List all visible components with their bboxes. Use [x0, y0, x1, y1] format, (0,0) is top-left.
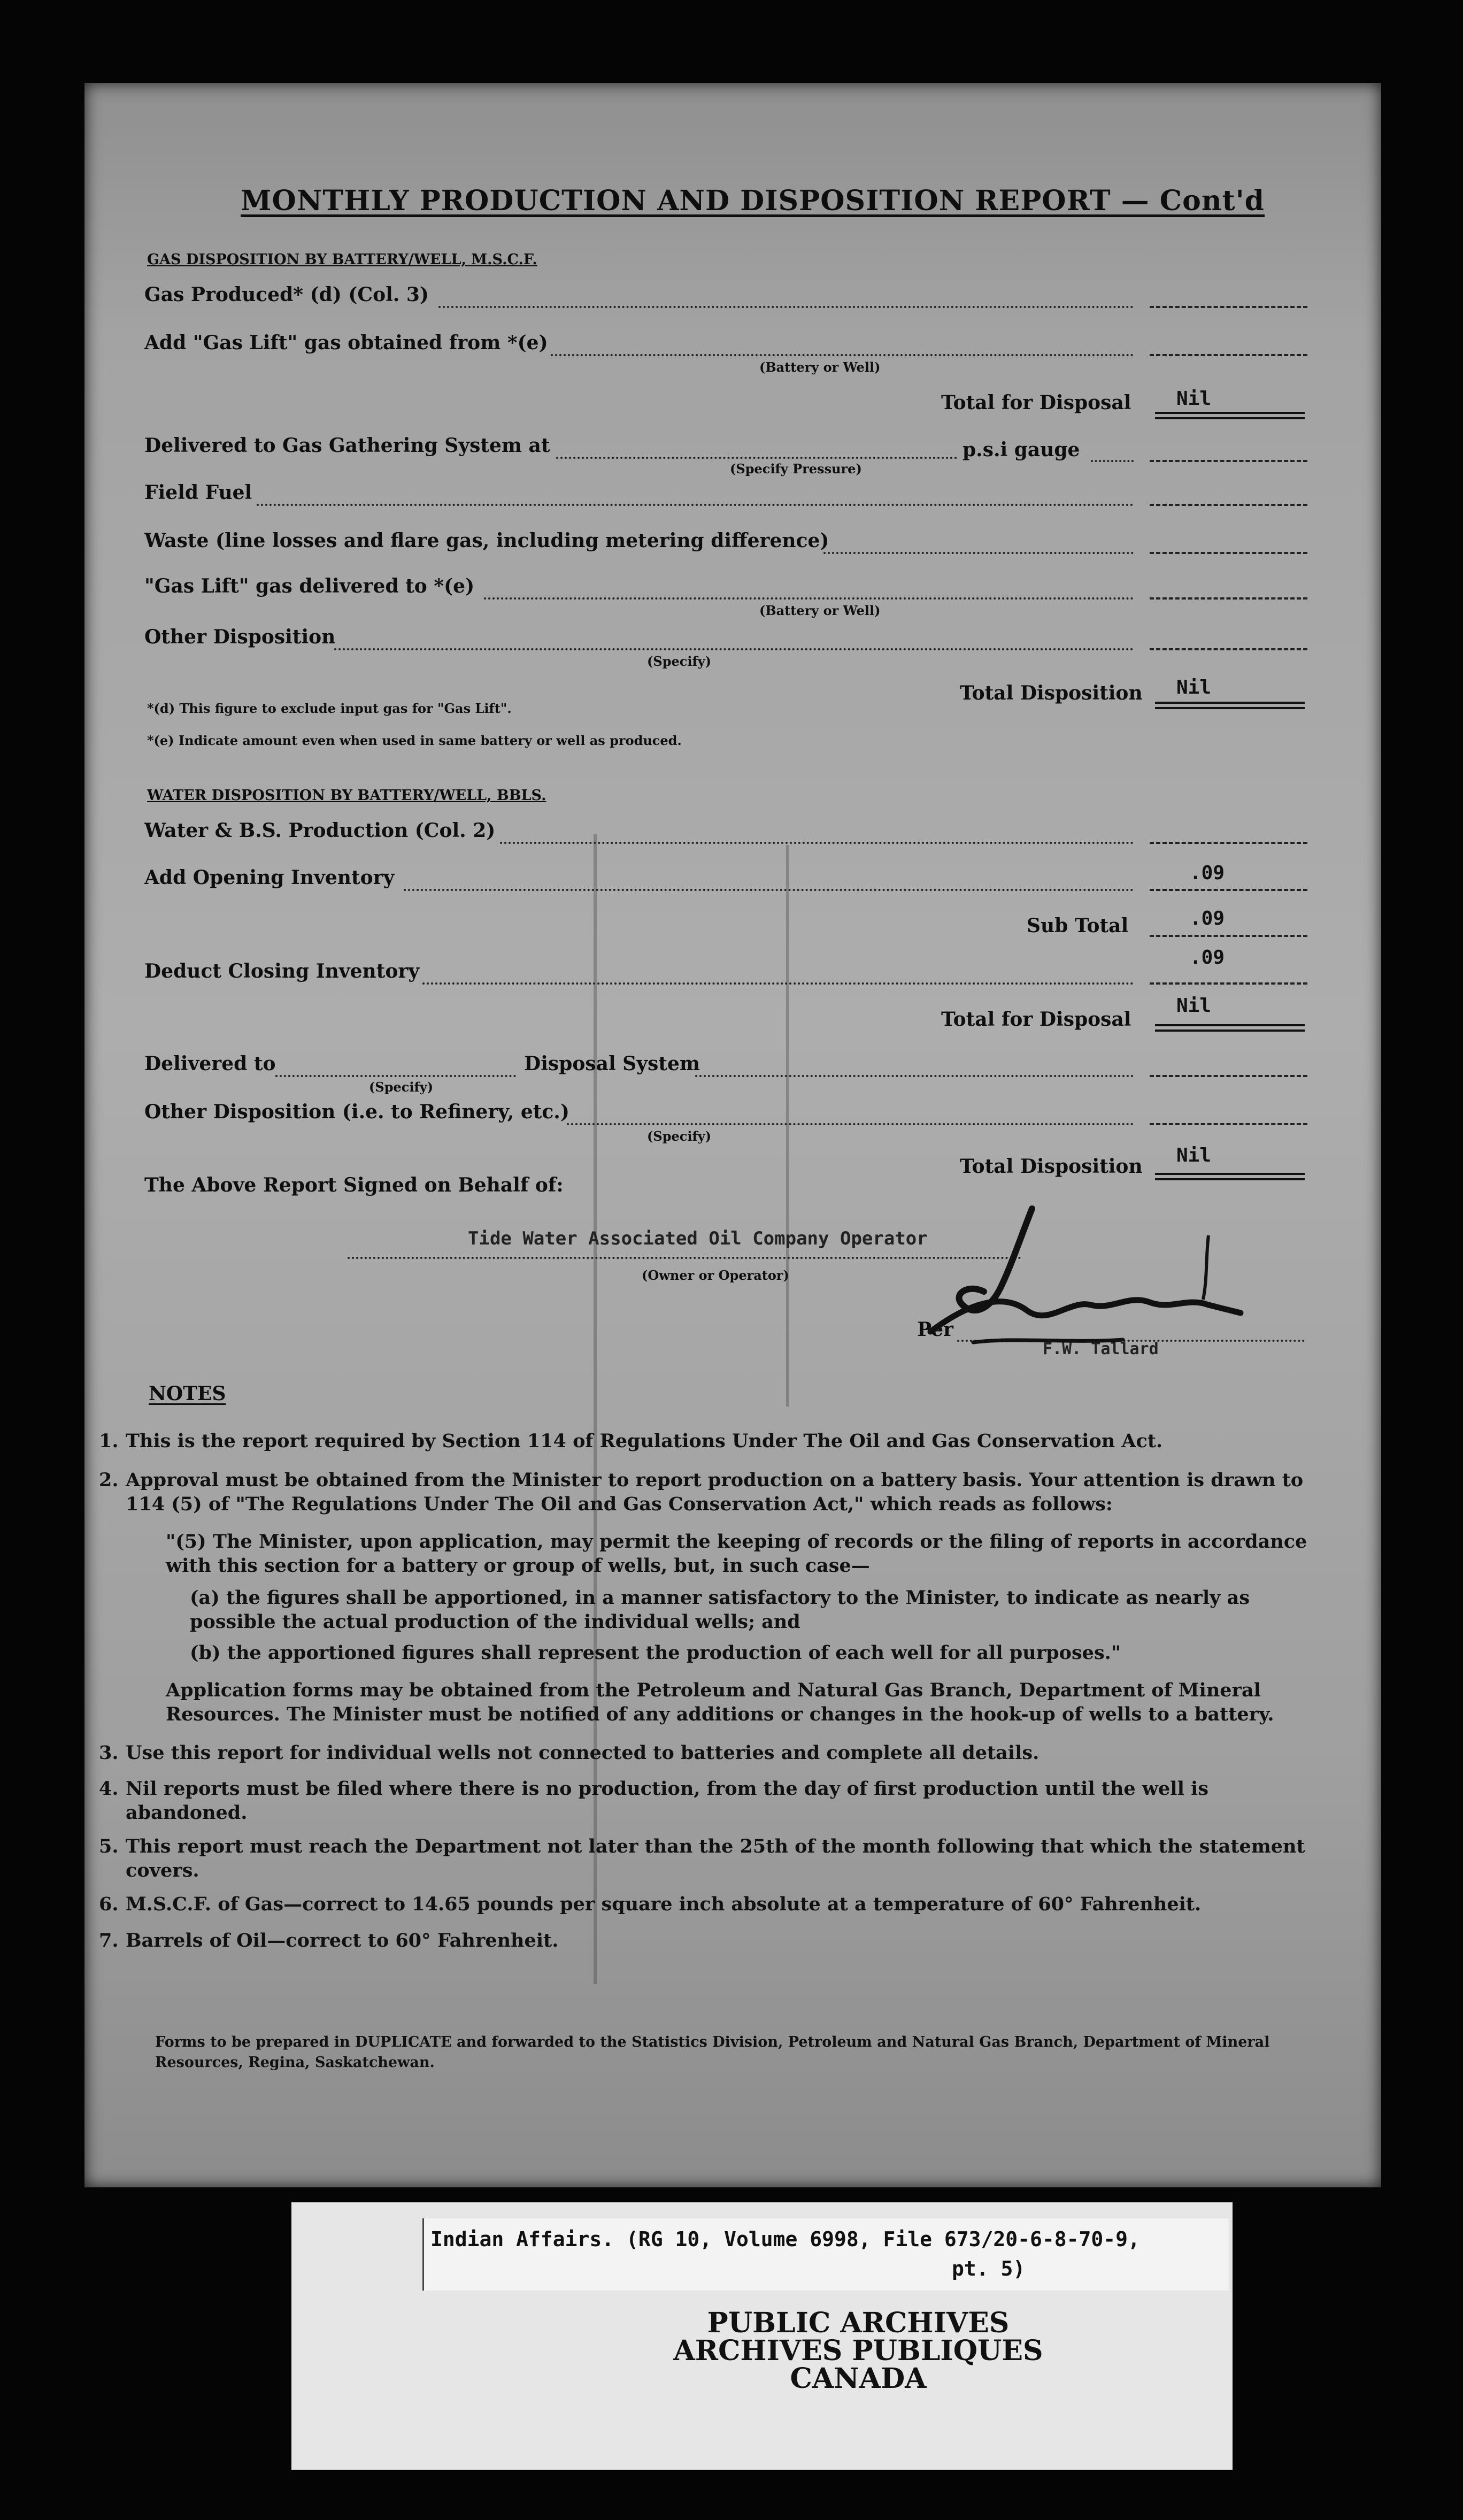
- water-total-disposition-value: Nil: [1176, 1144, 1212, 1166]
- water-other-line: [567, 1123, 1134, 1125]
- gas-other-label: Other Disposition: [144, 626, 336, 648]
- note-2-application: Application forms may be obtained from the Petroleum and Natural Gas Branch, Department of Mineral Resources. The Minister must be notified of any additions or changes in the hook-up of wells to a battery.: [166, 1679, 1274, 1725]
- gas-total-disposition-label: Total Disposition: [960, 682, 1143, 704]
- footnote-d: *(d) This figure to exclude input gas for "Gas Lift".: [147, 701, 512, 716]
- archive-line-1: PUBLIC ARCHIVES: [707, 2307, 1010, 2339]
- handwritten-signature: [909, 1203, 1257, 1374]
- opening-inventory-value: .09: [1190, 862, 1225, 884]
- disposal-system-label: Disposal System: [524, 1052, 700, 1075]
- gas-produced-label: Gas Produced* (d) (Col. 3): [144, 283, 429, 306]
- gas-produced-line: [438, 306, 1134, 308]
- specify-caption: (Specify): [647, 654, 712, 669]
- footnote-e: *(e) Indicate amount even when used in same battery or well as produced.: [147, 733, 682, 748]
- water-other-entry: [1150, 1123, 1307, 1125]
- note-2-b: (b) the apportioned figures shall represent the production of each well for all purposes.": [190, 1642, 1121, 1664]
- specify-pressure-caption: (Specify Pressure): [730, 461, 862, 477]
- bleed-through-line: [786, 845, 789, 1407]
- note-2: 2. Approval must be obtained from the Minister to report production on a battery basis. Your attention is drawn to 114 (5) of "The Regulations Under The Oil and Gas Conservation Act," which reads as follows:: [99, 1469, 1304, 1515]
- gas-lift-delivered-entry: [1150, 597, 1307, 600]
- opening-inventory-label: Add Opening Inventory: [144, 866, 395, 889]
- opening-inventory-line: [404, 889, 1134, 891]
- archive-reference-line-2: pt. 5): [952, 2257, 1026, 2280]
- note-5: 5. This report must reach the Department not later than the 25th of the month following that which the statement covers.: [99, 1835, 1305, 1881]
- opening-inventory-entry: [1150, 889, 1307, 891]
- water-total-disposal-value: Nil: [1176, 995, 1212, 1017]
- waste-line: [823, 552, 1134, 554]
- water-total-disposition-rule: [1155, 1173, 1305, 1180]
- waste-label: Waste (line losses and flare gas, including metering difference): [144, 529, 829, 552]
- water-total-disposal-rule: [1155, 1024, 1305, 1032]
- note-1-text: This is the report required by Section 114 of Regulations Under The Oil and Gas Conservation Act.: [126, 1430, 1163, 1452]
- note-2-quote: "(5) The Minister, upon application, may permit the keeping of records or the filing of reports in accordance with this section for a battery or group of wells, but, in such case—: [166, 1531, 1307, 1577]
- gas-lift-line: [551, 354, 1134, 356]
- battery-or-well-caption: (Battery or Well): [759, 359, 881, 375]
- psi-gauge-label: p.s.i gauge: [962, 439, 1080, 461]
- water-total-disposal-label: Total for Disposal: [941, 1008, 1131, 1031]
- note-6: 6. M.S.C.F. of Gas—correct to 14.65 pounds per square inch absolute at a temperature of 60° Fahrenheit.: [99, 1893, 1202, 1915]
- note-3: 3. Use this report for individual wells not connected to batteries and complete all details.: [99, 1742, 1040, 1764]
- gas-delivered-entry: [1150, 460, 1307, 462]
- closing-inventory-line: [422, 982, 1134, 985]
- sub-total-label: Sub Total: [1027, 915, 1129, 937]
- specify-caption-3: (Specify): [369, 1079, 434, 1095]
- water-other-label: Other Disposition (i.e. to Refinery, etc.): [144, 1101, 569, 1123]
- sub-total-entry: [1150, 935, 1307, 937]
- gas-total-disposal-value: Nil: [1176, 388, 1212, 410]
- gas-other-entry: [1150, 648, 1307, 650]
- owner-caption: (Owner or Operator): [642, 1267, 789, 1283]
- specify-caption-4: (Specify): [647, 1128, 712, 1144]
- field-fuel-line: [257, 504, 1134, 506]
- disposal-system-line: [695, 1075, 1134, 1077]
- gas-delivered-line: [556, 457, 957, 459]
- per-label: Per: [917, 1318, 953, 1341]
- psi-line: [1091, 460, 1134, 462]
- gas-total-disposal-rule: [1155, 412, 1305, 419]
- note-2-a: (a) the figures shall be apportioned, in a manner satisfactory to the Minister, to indicate as nearly as possible the actual production of the individual wells; and: [190, 1587, 1250, 1633]
- gas-produced-entry: [1150, 306, 1307, 308]
- waste-entry: [1150, 552, 1307, 554]
- closing-inventory-label: Deduct Closing Inventory: [144, 960, 420, 982]
- archive-line-2: ARCHIVES PUBLIQUES: [673, 2334, 1043, 2367]
- gas-delivered-label: Delivered to Gas Gathering System at: [144, 434, 550, 457]
- archive-reference-line-1: Indian Affairs. (RG 10, Volume 6998, File 673/20-6-8-70-9,: [430, 2227, 1140, 2251]
- note-6-text: M.S.C.F. of Gas—correct to 14.65 pounds per square inch absolute at a temperature of 60° Fahrenheit.: [126, 1893, 1202, 1915]
- gas-other-line: [334, 648, 1134, 650]
- notes-heading: NOTES: [149, 1382, 226, 1405]
- gas-lift-delivered-line: [484, 597, 1134, 600]
- water-production-label: Water & B.S. Production (Col. 2): [144, 819, 496, 842]
- signer-typed-name: F.W. Tallard: [1043, 1340, 1159, 1358]
- water-total-disposition-label: Total Disposition: [960, 1155, 1143, 1178]
- delivered-to-line: [275, 1075, 516, 1077]
- note-7: 7. Barrels of Oil—correct to 60° Fahrenheit.: [99, 1930, 559, 1952]
- footer-instructions: Forms to be prepared in DUPLICATE and forwarded to the Statistics Division, Petroleum and Natural Gas Branch, Department of Mineral Resources, Regina, Saskatchewan.: [155, 2034, 1270, 2071]
- closing-inventory-entry: [1150, 982, 1307, 985]
- page-title: MONTHLY PRODUCTION AND DISPOSITION REPORT — Cont'd: [241, 185, 1265, 217]
- water-heading: WATER DISPOSITION BY BATTERY/WELL, BBLS.: [147, 787, 546, 804]
- note-4-text: Nil reports must be filed where there is no production, from the day of first production until the well is abandoned.: [126, 1778, 1209, 1824]
- sub-total-value: .09: [1190, 908, 1225, 929]
- gas-total-disposition-rule: [1155, 702, 1305, 709]
- battery-or-well-caption-2: (Battery or Well): [759, 603, 881, 618]
- gas-lift-label: Add "Gas Lift" gas obtained from *(e): [144, 332, 548, 354]
- gas-total-disposal-label: Total for Disposal: [941, 391, 1131, 414]
- note-4: 4. Nil reports must be filed where there is no production, from the day of first production until the well is abandoned.: [99, 1778, 1209, 1824]
- gas-lift-delivered-label: "Gas Lift" gas delivered to *(e): [144, 575, 475, 597]
- gas-total-disposition-value: Nil: [1176, 677, 1212, 698]
- field-fuel-entry: [1150, 504, 1307, 506]
- note-2-text: Approval must be obtained from the Minister to report production on a battery basis. Your attention is drawn to 114 (5) of "The Regulations Under The Oil and Gas Conservation Act," which reads as follows:: [126, 1469, 1304, 1515]
- operator-name: Tide Water Associated Oil Company Operator: [468, 1228, 928, 1249]
- signed-behalf-label: The Above Report Signed on Behalf of:: [144, 1174, 564, 1196]
- note-1: 1. This is the report required by Section 114 of Regulations Under The Oil and Gas Conservation Act.: [99, 1430, 1163, 1452]
- closing-inventory-value: .09: [1190, 947, 1225, 969]
- delivered-to-label: Delivered to: [144, 1052, 276, 1075]
- gas-lift-entry: [1150, 354, 1307, 356]
- gas-heading: GAS DISPOSITION BY BATTERY/WELL, M.S.C.F.: [147, 251, 537, 268]
- archive-line-3: CANADA: [790, 2362, 927, 2395]
- note-7-text: Barrels of Oil—correct to 60° Fahrenheit.: [126, 1930, 559, 1952]
- delivered-to-entry: [1150, 1075, 1307, 1077]
- field-fuel-label: Field Fuel: [144, 481, 252, 504]
- water-production-line: [500, 842, 1134, 844]
- water-production-entry: [1150, 842, 1307, 844]
- note-5-text: This report must reach the Department not later than the 25th of the month following that which the statement covers.: [126, 1835, 1305, 1881]
- note-3-text: Use this report for individual wells not connected to batteries and complete all details.: [126, 1742, 1040, 1764]
